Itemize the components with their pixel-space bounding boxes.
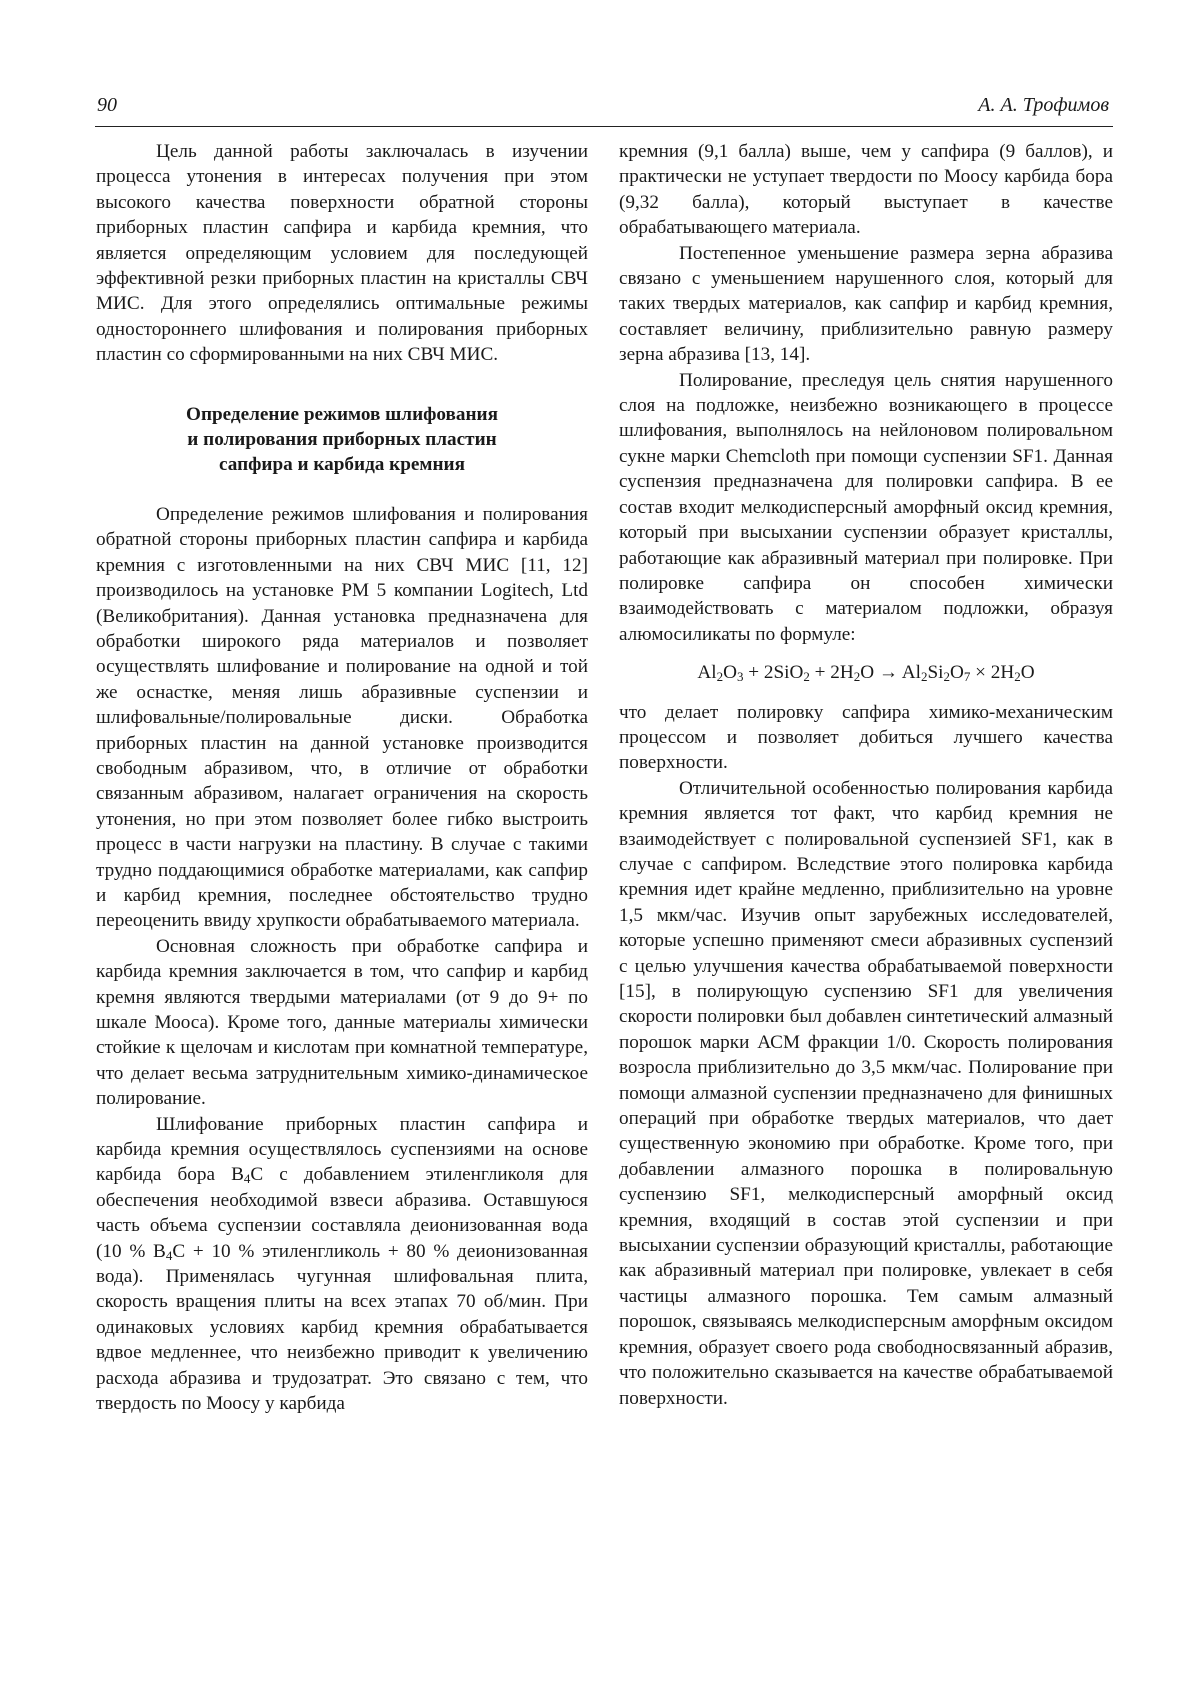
running-author: А. А. Трофимов: [978, 94, 1109, 116]
paragraph-sic-polishing: Отличительной особенностью полирования карбида кремния является тот факт, что карбид кремния не взаимодействует с полировальной суспензией SF1, как в случае с сапфиром. Вследствие этого полировка карбида кремния идет крайне медленно, приблизительно на уровне 1,5 мкм/час. Изучив опыт зарубежных исследователей, которые успешно применяют смеси абразивных суспензий с целью улучшения качества обрабатываемой поверхности [15], в полирующую суспензию SF1 для увеличения скорости полировки был добавлен синтетический алмазный порошок марки АСМ фракции 1/0. Скорость полирования возросла приблизительно до 3,5 мкм/час. Полирование при помощи алмазной суспензии предназначено для финишных операций при обработке твердых материалов, что дает существенную экономию при обработке. Кроме того, при добавлении алмазного порошка в полировальную суспензию SF1, мелкодисперсный аморфный оксид кремния, входящий в состав этой суспензии и при высыхании суспензии образующий кристаллы, работающие как абразивный материал при полировке, увлекает в себя частицы алмазного порошка. Тем самым алмазный порошок, связываясь мелкодисперсным аморфным оксидом кремния, образует своего рода свободносвязанный абразив, что положительно сказывается на качестве обрабатываемой поверхности.: [619, 777, 1113, 1409]
paragraph-difficulty: Основная сложность при обработке сапфира и карбида кремния заключается в том, что сапфир и карбид кремня являются твердыми материалами (от 9 до 9+ по шкале Мооса). Кроме того, данные материалы химически стойкие к щелочам и кислотам при комнатной температуре, что делает весьма затруднительным химико-динамическое полирование.: [96, 935, 588, 1110]
paragraph-chemmech: что делает полировку сапфира химико-механическим процессом и позволяет добиться лучшего качества поверхности.: [619, 701, 1113, 774]
paragraph-grain-size: Постепенное уменьшение размера зерна абразива связано с уменьшением нарушенного слоя, который для таких твердых материалов, как сапфир и карбид кремния, составляет величину, приблизительно равную размеру зерна абразива [13, 14].: [619, 242, 1113, 366]
right-column: [619, 139, 1113, 1411]
running-header: [95, 92, 1113, 127]
section-heading: [96, 402, 588, 478]
paragraph-grinding: Шлифование приборных пластин сапфира и карбида кремния осуществлялось суспензиями на основе карбида бора $B_4C$ с добавлением этиленгликоля для обеспечения необходимой взвеси абразива. Оставшуюся часть объема суспензии составляла деионизованная вода (10 % $B_4C + 10$ % этиленгликоль + 80 % деионизованная вода). Применялась чугунная шлифовальная плита, скорость вращения плиты на всех этапах 70 об/мин. При одинаковых условиях карбид кремния обрабатывается вдвое медленнее, что неизбежно приводит к увеличению расхода абразива и трудозатрат. Это связано с тем, что твердость по Моосу у карбида: [96, 1113, 589, 1415]
paragraph-setup: Определение режимов шлифования и полирования обратной стороны приборных пластин сапфира и карбида кремния с изготовленными на них СВЧ МИС [11, 12] производилось на установке PM 5 компании Logitech, Ltd (Великобритания). Данная установка предназначена для обработки широкого ряда материалов и позволяет осуществлять шлифование и полирование на одной и той же оснастке, меняя лишь абразивные суспензии и шлифовальные/полировальные диски. Обработка приборных пластин на данной установке производится свободным абразивом, что, в отличие от обработки связанным абразивом, налагает ограничения на скорость утонения, но при этом позволяет более гибко выстроить процесс в части нагрузки на пластину. В случае с такими трудно поддающимися обработке материалами, как сапфир и карбид кремния, последнее обстоятельство трудно переоценить ввиду хрупкости обрабатываемого материала.: [96, 503, 588, 932]
heading-line-1: Определение режимов шлифования: [186, 403, 498, 425]
heading-line-2: и полирования приборных пластин: [187, 429, 497, 451]
left-column: [96, 139, 588, 1417]
paragraph-purpose: Цель данной работы заключалась в изучении процесса утонения в интересах получения при этом высокого качества поверхности обратной стороны приборных пластин сапфира и карбида кремния, что является определяющим условием для последующей эффективной резки приборных пластин на кристаллы СВЧ МИС. Для этого определялись оптимальные режимы одностороннего шлифования и полирования приборных пластин со сформированными на них СВЧ МИС.: [96, 141, 588, 366]
page-number: 90: [97, 94, 117, 116]
heading-line-3: сапфира и карбида кремния: [219, 454, 465, 476]
chemical-formula: $Al_2O_3 + 2SiO_2 + 2H_2O \to Al_2Si_2O_7 \times 2H_2O$: [697, 662, 1035, 685]
paragraph-polishing: Полирование, преследуя цель снятия нарушенного слоя на подложке, неизбежно возникающего в процессе шлифования, выполнялось на нейлоновом полировальном сукне марки Chemcloth при помощи суспензии SF1. Данная суспензия предназначена для полировки сапфира. В ее состав входит мелкодисперсный аморфный оксид кремния, который при высыхании суспензии образует кристаллы, работающие как абразивный материал при полировке. При полировке сапфира он способен химически взаимодействовать с материалом подложки, образуя алюмосиликаты по формуле:: [619, 369, 1113, 645]
paragraph-hardness: кремния (9,1 балла) выше, чем у сапфира (9 баллов), и практически не уступает твердости по Моосу карбида бора (9,32 балла), который выступает в качестве обрабатывающего материала.: [619, 141, 1113, 239]
